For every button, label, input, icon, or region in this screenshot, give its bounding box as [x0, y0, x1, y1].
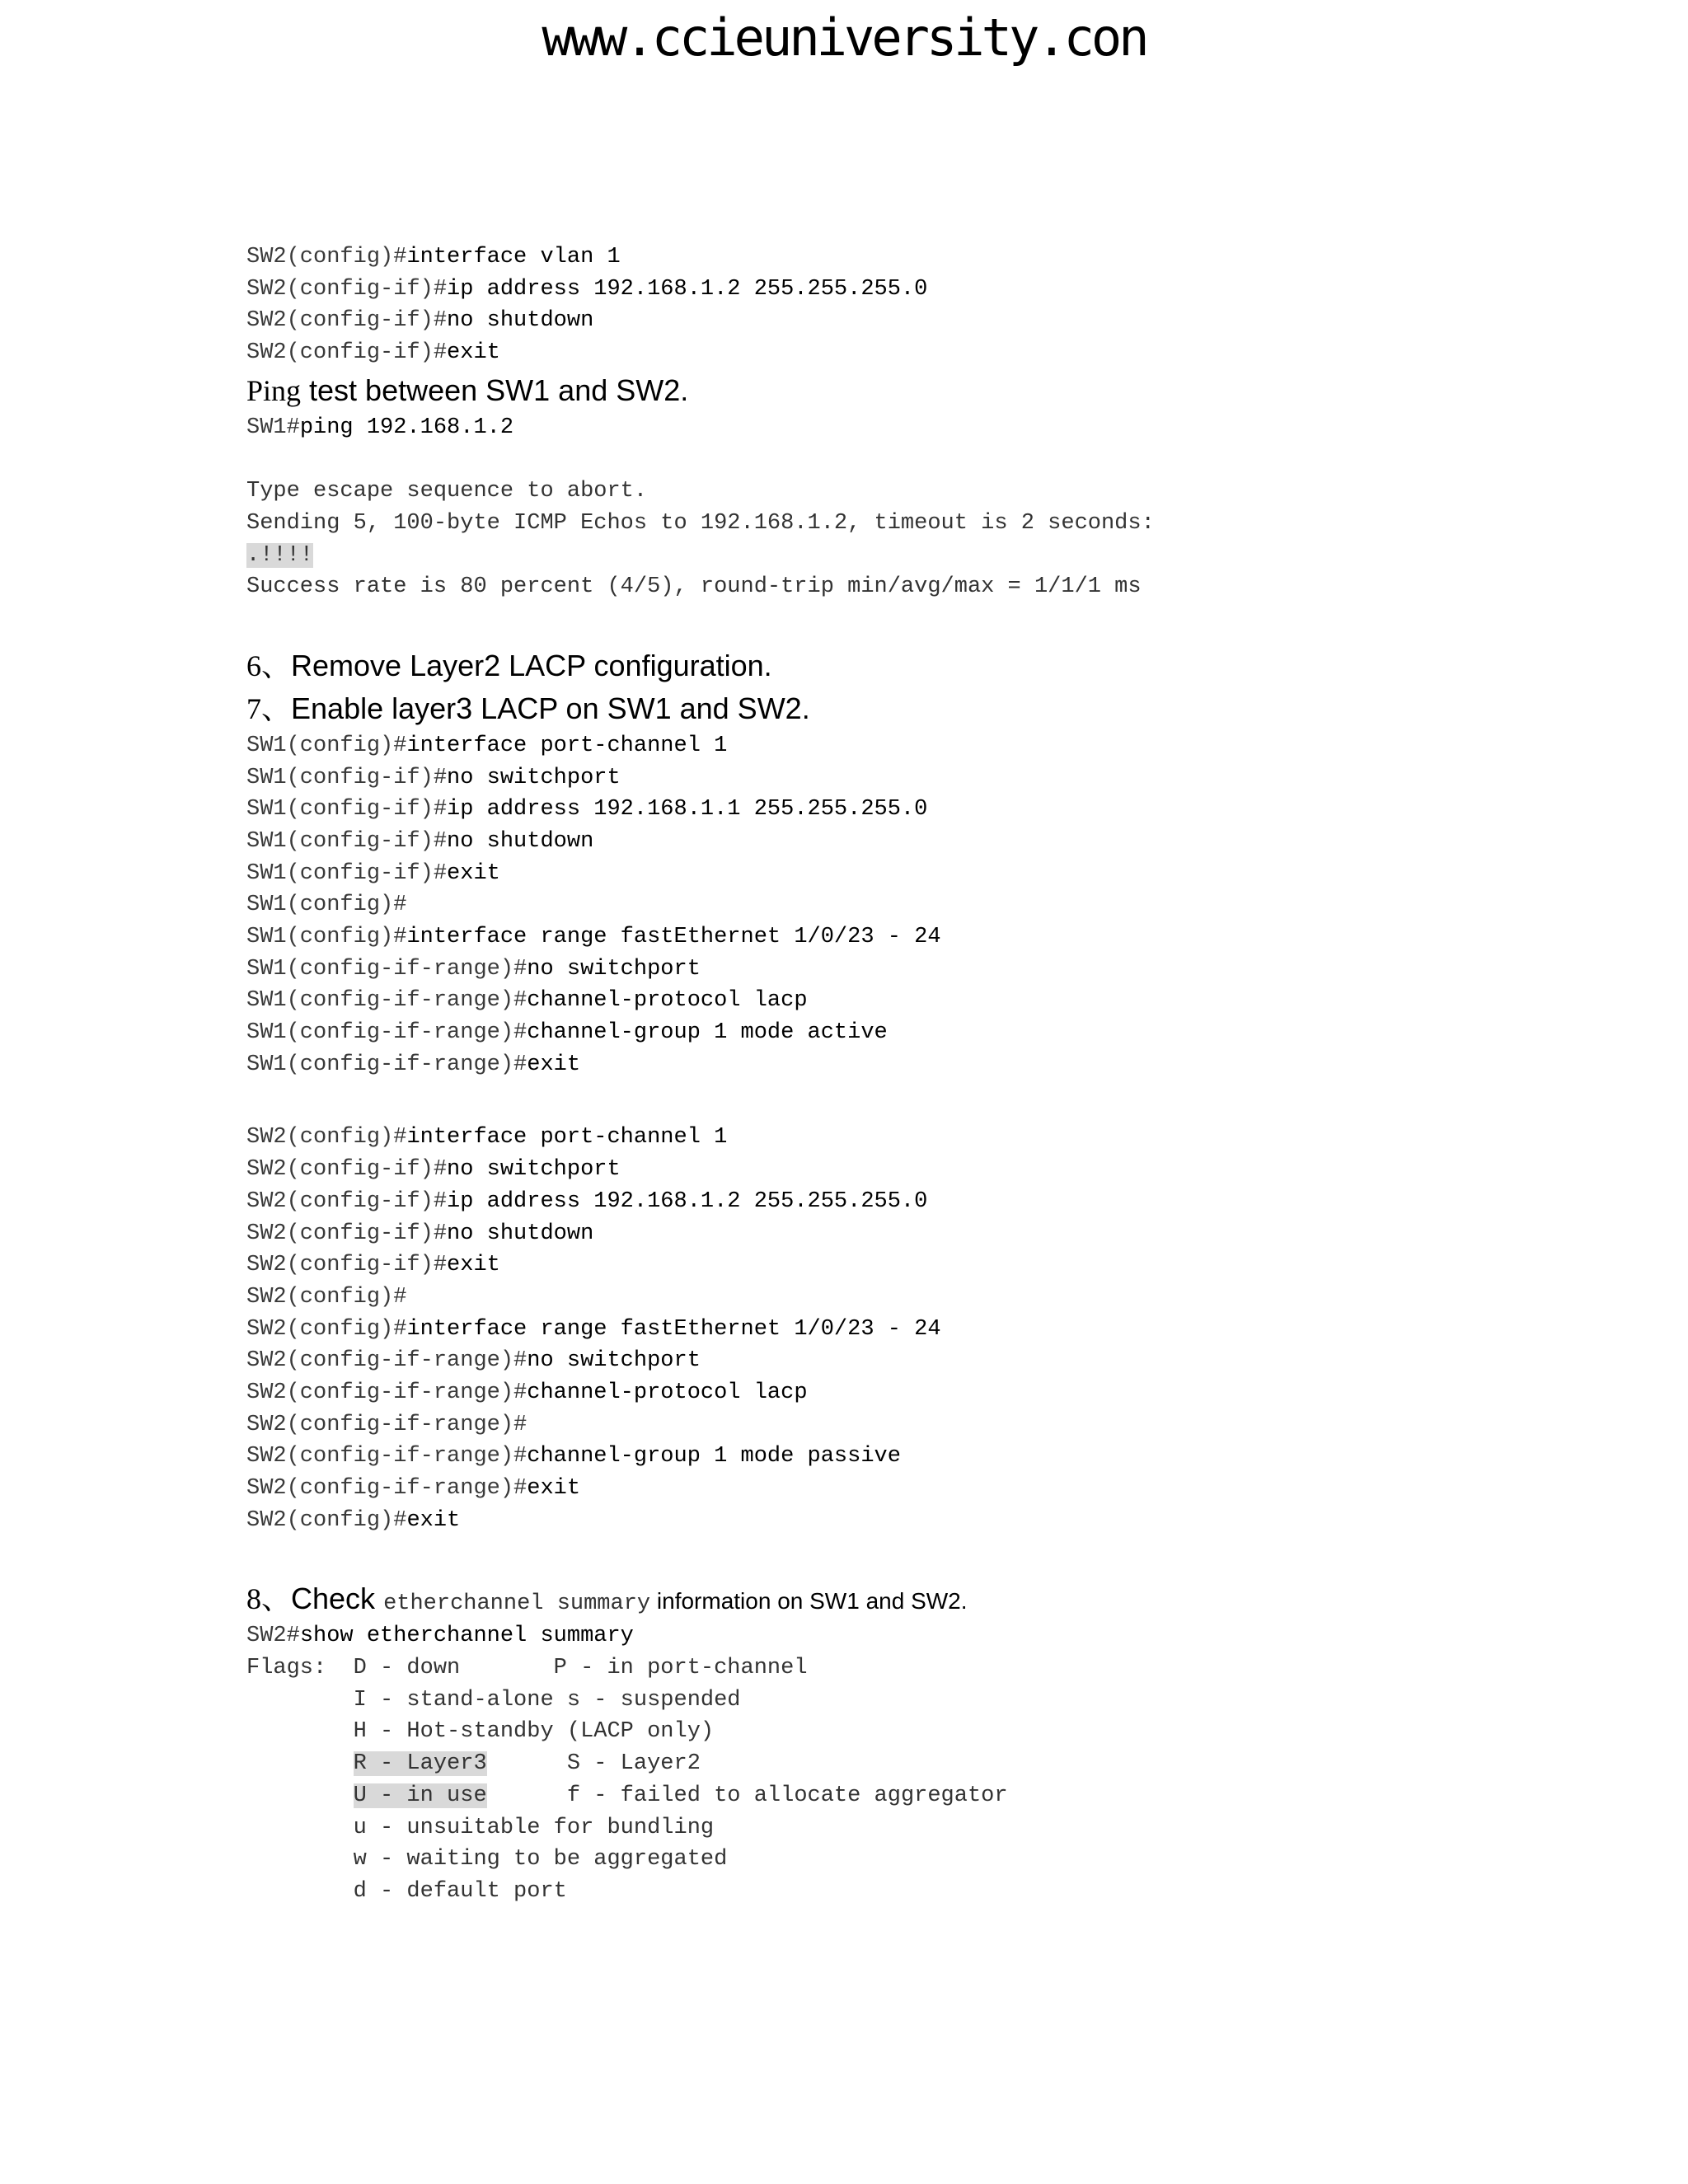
- config-line: SW2(config)#exit: [246, 1507, 461, 1533]
- flags-legend: [246, 1652, 1648, 1908]
- spacer: [246, 443, 1648, 476]
- sw1-config-block: [246, 730, 1648, 1081]
- step-6-heading: 6、Remove Layer2 LACP configuration.: [246, 648, 772, 682]
- step-7-heading: 7、Enable layer3 LACP on SW1 and SW2.: [246, 691, 810, 725]
- config-line: SW1(config-if)#exit: [246, 860, 500, 886]
- page-header-watermark: www.ccieuniversity.con: [542, 7, 1146, 68]
- sw2-vlan-config: [246, 241, 1648, 369]
- flags-row: d - default port: [353, 1878, 567, 1904]
- flags-row: u - unsuitable for bundling: [353, 1815, 715, 1840]
- config-line: SW2(config-if)#no shutdown: [246, 1221, 594, 1246]
- spacer: [246, 603, 1648, 644]
- flags-row: w - waiting to be aggregated: [353, 1847, 728, 1872]
- config-line: SW2(config-if)#exit: [246, 1253, 500, 1278]
- config-line: SW2(config)#: [246, 1284, 407, 1310]
- spacer: [246, 1536, 1648, 1577]
- ping-output-result: .!!!!: [246, 542, 314, 568]
- config-line: SW1(config)#interface port-channel 1: [246, 733, 728, 758]
- spacer: [246, 1080, 1648, 1122]
- config-line: SW1(config-if-range)#channel-protocol lacp: [246, 988, 808, 1014]
- config-line: SW2(config)#interface range fastEthernet 1/0/23 - 24: [246, 1316, 941, 1342]
- config-line: SW2(config)#interface port-channel 1: [246, 1125, 728, 1151]
- config-line: SW1(config-if-range)#no switchport: [246, 956, 701, 982]
- config-line: SW2(config-if-range)#channel-protocol lacp: [246, 1380, 808, 1405]
- ping-output-line: Success rate is 80 percent (4/5), round-trip min/avg/max = 1/1/1 ms: [246, 574, 1142, 600]
- config-line: SW1(config)#: [246, 893, 407, 918]
- ping-output-line: Sending 5, 100-byte ICMP Echos to 192.168.1.2, timeout is 2 seconds:: [246, 510, 1155, 536]
- config-line: SW1(config-if-range)#channel-group 1 mode active: [246, 1020, 888, 1046]
- config-line: SW1(config-if)#no switchport: [246, 765, 621, 790]
- config-line: SW2(config-if)#exit: [246, 340, 500, 366]
- flags-row: R - Layer3 S - Layer2: [353, 1751, 701, 1777]
- ping-output-line: Type escape sequence to abort.: [246, 479, 648, 504]
- config-line: SW2(config-if-range)#: [246, 1412, 528, 1437]
- config-line: SW2(config-if-range)#channel-group 1 mode passive: [246, 1444, 901, 1469]
- config-line: SW1(config-if)#no shutdown: [246, 828, 594, 854]
- ping-test-heading: Ping test between SW1 and SW2.: [246, 373, 689, 407]
- config-line: SW2(config-if)#ip address 192.168.1.2 255.255.255.0: [246, 276, 928, 302]
- document-body: [246, 241, 1648, 1908]
- config-line: SW2(config-if-range)#no switchport: [246, 1348, 701, 1374]
- config-line: SW2(config-if-range)#exit: [246, 1476, 581, 1501]
- show-command-line: SW2#show etherchannel summary: [246, 1624, 634, 1649]
- config-line: SW2(config-if)#ip address 192.168.1.2 255.255.255.0: [246, 1188, 928, 1214]
- sw2-config-block: [246, 1122, 1648, 1536]
- config-line: SW1(config-if)#ip address 192.168.1.1 255.255.255.0: [246, 797, 928, 823]
- config-line: SW2(config)#interface vlan 1: [246, 245, 621, 269]
- config-line: SW2(config-if)#no shutdown: [246, 308, 594, 334]
- flags-row: U - in use f - failed to allocate aggregator: [353, 1783, 1008, 1808]
- step-8-heading: 8、Check etherchannel summary information on SW1 and SW2.: [246, 1582, 968, 1617]
- config-line: SW2(config-if)#no switchport: [246, 1157, 621, 1183]
- config-line: SW1(config)#interface range fastEthernet 1/0/23 - 24: [246, 925, 941, 949]
- flags-row: Flags: D - down P - in port-channel: [246, 1656, 808, 1681]
- flags-row: H - Hot-standby (LACP only): [353, 1719, 715, 1745]
- ping-command-line: SW1#ping 192.168.1.2: [246, 415, 514, 440]
- config-line: SW1(config-if-range)#exit: [246, 1052, 581, 1077]
- flags-row: I - stand-alone s - suspended: [353, 1687, 741, 1713]
